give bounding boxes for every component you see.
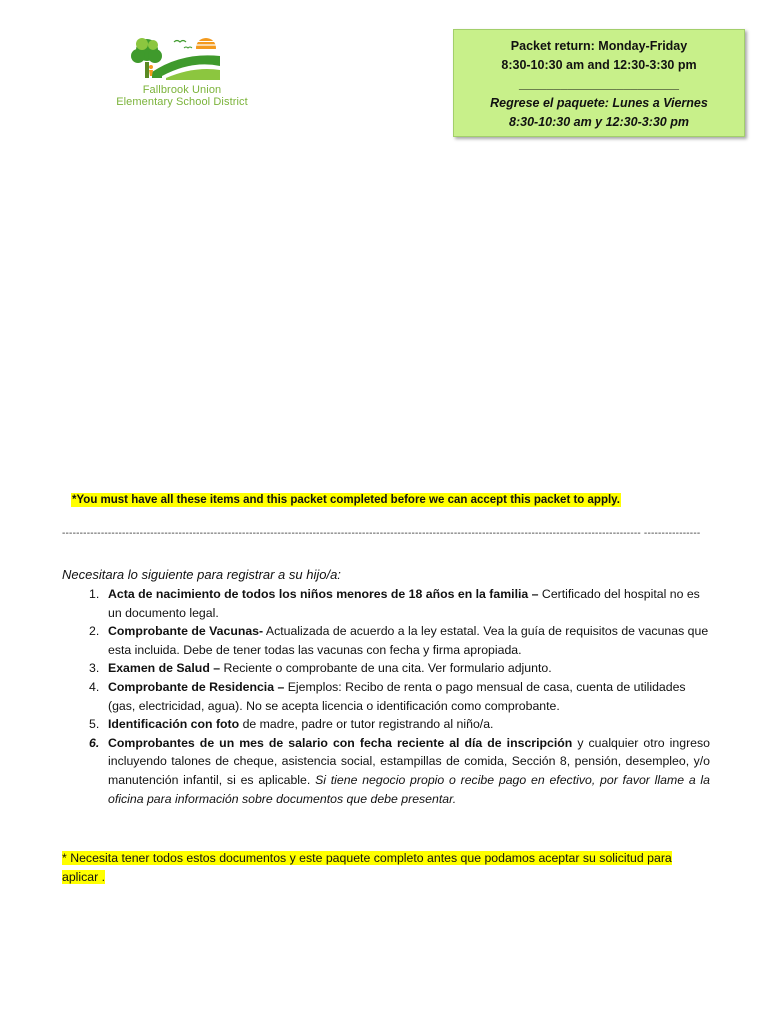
item-title: Comprobantes de un mes de salario con fecha reciente al día de inscripción xyxy=(108,735,573,750)
notice-es-line-1: Regrese el paquete: Lunes a Viernes xyxy=(490,96,708,110)
item-text: Actualizada de acuerdo a la ley estatal. Vea la guía de requisitos de vacunas que esta incluida. Debe de tener todas las vacunas con fecha y firma apropiada. xyxy=(108,624,709,657)
item-text: de madre, padre or tutor registrando al niño/a. xyxy=(239,717,494,732)
note-english: *You must have all these items and this packet completed before we can accept this packet to apply. xyxy=(72,494,620,506)
district-logo-icon xyxy=(122,34,242,84)
list-item xyxy=(62,678,710,715)
note-spanish-text: * Necesita tener todos estos documentos y este paquete completo antes que podamos aceptar su solicitud para aplicar . xyxy=(62,851,672,884)
note-spanish xyxy=(62,849,710,886)
logo-text xyxy=(104,84,260,108)
item-text: Reciente o comprobante de una cita. Ver formulario adjunto. xyxy=(220,661,552,676)
item-number: 5. xyxy=(89,717,100,732)
list-item xyxy=(62,715,710,734)
item-number: 6. xyxy=(89,735,100,750)
item-number: 2. xyxy=(89,624,100,639)
logo-line-1: Fallbrook Union xyxy=(142,84,222,96)
district-logo xyxy=(104,34,264,114)
item-title: Comprobante de Residencia – xyxy=(108,679,285,694)
item-text: Certificado del hospital no es un documento legal. xyxy=(108,587,700,620)
item-number: 4. xyxy=(89,679,100,694)
dashed-separator: -------------------------------------------------------------------------------------------------------------------------------------------------------------------- ---------------- xyxy=(62,528,701,539)
item-number: 3. xyxy=(89,661,100,676)
item-number: 1. xyxy=(89,587,100,601)
notice-en-line-1: Packet return: Monday-Friday xyxy=(510,39,688,53)
item-title: Comprobante de Vacunas- xyxy=(108,624,264,639)
item-title: Examen de Salud – xyxy=(108,661,221,676)
list-item xyxy=(62,659,710,678)
list-item xyxy=(62,622,710,659)
notice-separator: _______________________ xyxy=(519,77,679,91)
logo-line-2: Elementary School District xyxy=(116,96,248,108)
list-item xyxy=(62,734,710,808)
requirements-list xyxy=(62,585,710,808)
item-title: Identificación con foto xyxy=(108,717,240,732)
requirements-intro: Necesitara lo siguiente para registrar a su hijo/a: xyxy=(62,567,341,582)
item-text: Ejemplos: Recibo de renta o pago mensual de casa, cuenta de utilidades (gas, electricidad, agua). No se acepta licencia o identificación como comprobante. xyxy=(108,679,686,713)
item-italic-text: Si tiene negocio propio o recibe pago en efectivo, por favor llame a la oficina para información sobre documentos que debe presentar. xyxy=(108,772,711,806)
list-item xyxy=(62,585,710,622)
packet-return-notice xyxy=(453,29,745,137)
notice-es-line-2: 8:30-10:30 am y 12:30-3:30 pm xyxy=(509,115,689,129)
notice-en-line-2: 8:30-10:30 am and 12:30-3:30 pm xyxy=(501,58,697,72)
item-title: Acta de nacimiento de todos los niños menores de 18 años en la familia – xyxy=(108,587,539,601)
item-text: y cualquier otro ingreso incluyendo talones de cheque, asistencia social, estampillas de comida, Sección 8, pensión, desempleo, y/o manutención infantil, si es aplicable. xyxy=(108,735,710,787)
